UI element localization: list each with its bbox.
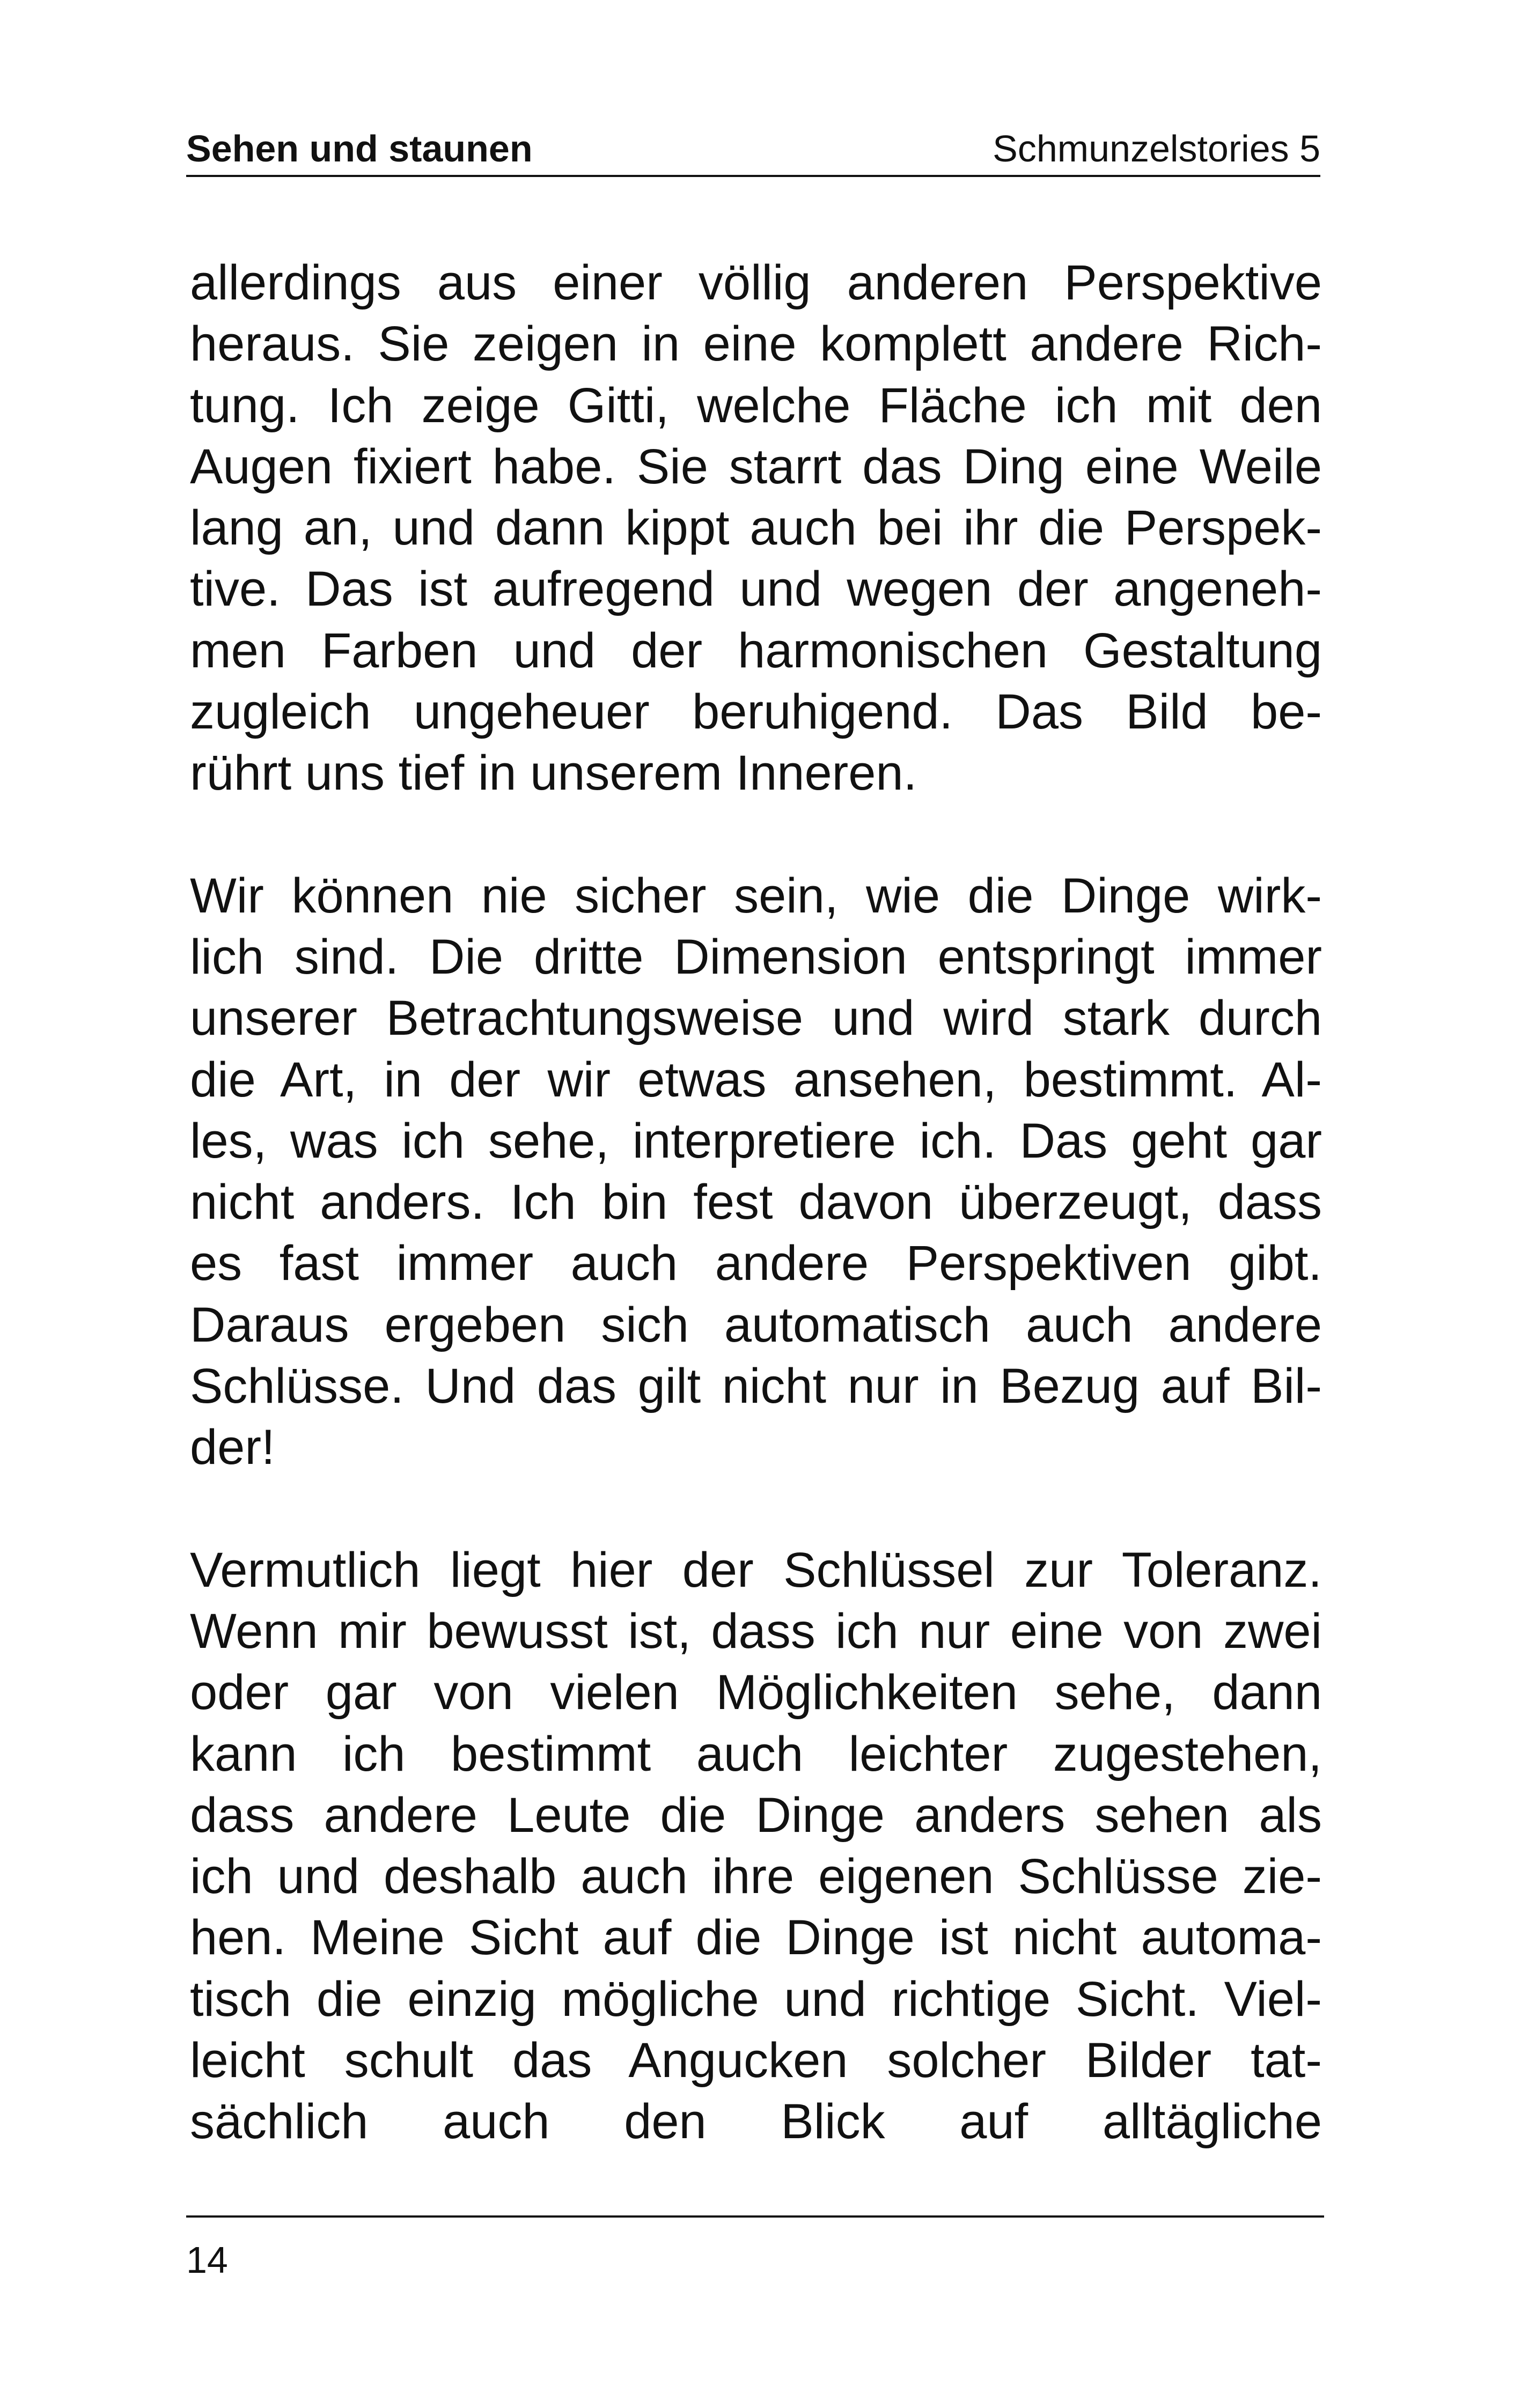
text-line: tisch die einzig mögliche und richtige Sicht. Viel- [190, 1971, 1322, 2027]
text-line: zugleich ungeheuer beruhigend. Das Bild be- [190, 684, 1322, 740]
text-line: rührt uns tief in unserem Inneren. [190, 746, 917, 801]
text-line: Schlüsse. Und das gilt nicht nur in Bezug auf Bil- [190, 1359, 1322, 1414]
text-line: leicht schult das Angucken solcher Bilder tat- [190, 2033, 1322, 2088]
text-line: der! [190, 1420, 275, 1475]
footer-rule [186, 2215, 1324, 2218]
text-line: allerdings aus einer völlig anderen Perspektive [190, 255, 1322, 310]
text-line: heraus. Sie zeigen in eine komplett andere Rich- [190, 316, 1322, 372]
text-line: es fast immer auch andere Perspektiven gibt. [190, 1236, 1322, 1291]
chapter-title: Sehen und staunen [186, 128, 533, 170]
text-line: kann ich bestimmt auch leichter zugestehen, [190, 1726, 1322, 1781]
running-header [186, 128, 1320, 177]
text-line: hen. Meine Sicht auf die Dinge ist nicht automa- [190, 1910, 1322, 1965]
paragraph [190, 865, 1322, 1478]
text-line: les, was ich sehe, interpretiere ich. Das geht gar [190, 1113, 1322, 1168]
text-line: nicht anders. Ich bin fest davon überzeugt, dass [190, 1175, 1322, 1230]
text-line: lang an, und dann kippt auch bei ihr die Perspek- [190, 500, 1322, 556]
text-line: Vermutlich liegt hier der Schlüssel zur Toleranz. [190, 1542, 1322, 1597]
text-line: lich sind. Die dritte Dimension entspringt immer [190, 929, 1322, 984]
text-line: tung. Ich zeige Gitti, welche Fläche ich mit den [190, 378, 1322, 433]
book-title: Schmunzelstories 5 [993, 128, 1320, 170]
text-line: Augen fixiert habe. Sie starrt das Ding eine Weile [190, 439, 1322, 494]
text-line: ich und deshalb auch ihre eigenen Schlüsse zie- [190, 1849, 1322, 1904]
text-line: unserer Betrachtungsweise und wird stark durch [190, 991, 1322, 1046]
text-line: oder gar von vielen Möglichkeiten sehe, dann [190, 1665, 1322, 1720]
text-line: tive. Das ist aufregend und wegen der angeneh- [190, 562, 1322, 617]
text-line: men Farben und der harmonischen Gestaltung [190, 623, 1322, 678]
text-line: sächlich auch den Blick auf alltägliche [190, 2094, 1322, 2149]
page-number: 14 [186, 2239, 228, 2281]
text-line: Daraus ergeben sich automatisch auch andere [190, 1297, 1322, 1352]
paragraph [190, 252, 1322, 804]
text-line: Wenn mir bewusst ist, dass ich nur eine von zwei [190, 1603, 1322, 1659]
text-line: Wir können nie sicher sein, wie die Dinge wirk- [190, 868, 1322, 923]
text-line: dass andere Leute die Dinge anders sehen als [190, 1787, 1322, 1843]
text-line: die Art, in der wir etwas ansehen, bestimmt. Al- [190, 1052, 1322, 1107]
body-text [190, 252, 1322, 2153]
paragraph [190, 1540, 1322, 2153]
